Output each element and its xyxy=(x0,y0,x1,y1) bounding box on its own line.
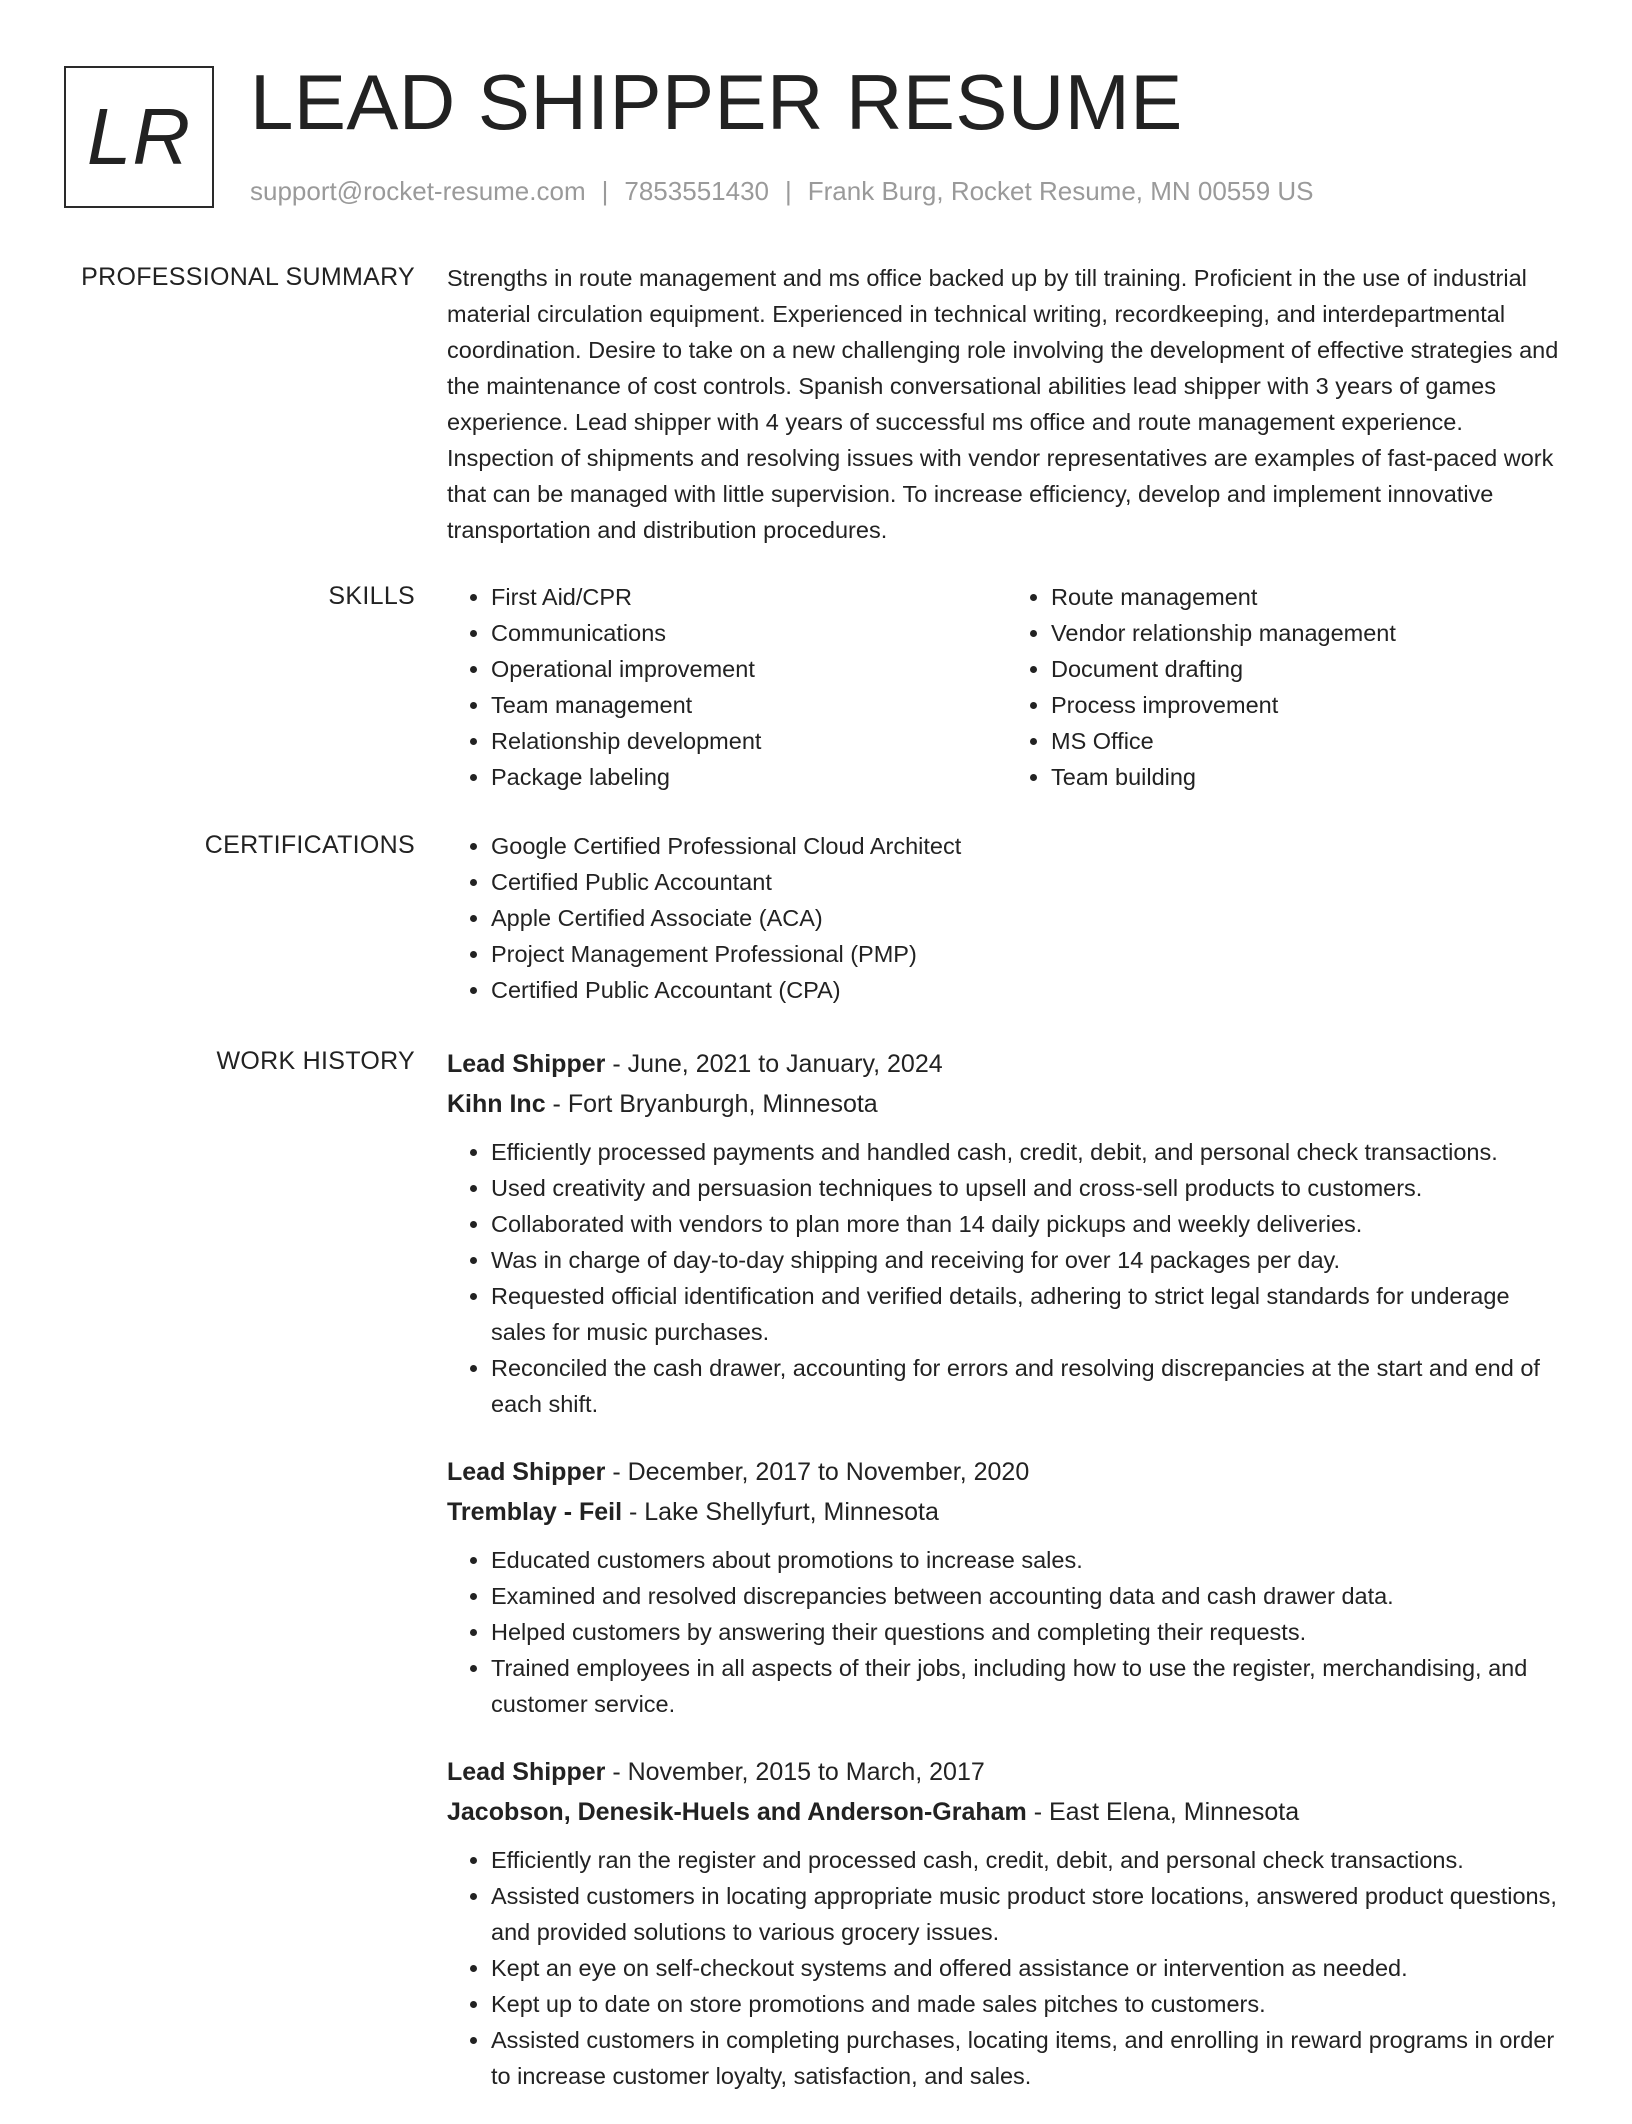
summary-text: Strengths in route management and ms office backed up by till training. Proficient in the use of industrial material circulation equipment. Experienced in technical writing, recordkeeping, and interdepartmental coordination. Desire to take on a new challenging role involving the development of effective strategies and the maintenance of cost controls. Spanish conversational abilities lead shipper with 3 years of games experience. Lead shipper with 4 years of successful ms office and route management experience. Inspection of shipments and resolving issues with vendor representatives are examples of fast-paced work that can be managed with little supervision. To increase efficiency, develop and implement innovative transportation and distribution procedures. xyxy=(447,265,1559,543)
contact-separator: | xyxy=(785,176,792,206)
job-title: Lead Shipper xyxy=(447,1458,606,1486)
job-location: - Lake Shellyfurt, Minnesota xyxy=(622,1498,939,1526)
job-bullet: • Efficiently ran the register and processed cash, credit, debit, and personal check transactions. xyxy=(491,1842,1567,1878)
job-bullet: • Helped customers by answering their questions and completing their requests. xyxy=(491,1614,1567,1650)
monogram-logo: LR xyxy=(64,66,214,208)
contact-line xyxy=(250,176,1314,206)
job-bullets xyxy=(447,1842,1567,2094)
skill-item: • Operational improvement xyxy=(491,651,1007,687)
certifications-list xyxy=(447,828,1567,1008)
contact-address: Frank Burg, Rocket Resume, MN 00559 US xyxy=(807,176,1314,206)
job-bullets xyxy=(447,1542,1567,1722)
job-bullet: • Kept an eye on self-checkout systems and offered assistance or intervention as needed. xyxy=(491,1950,1567,1986)
job-bullet: • Requested official identification and verified details, adhering to strict legal standards for underage sales for music purchases. xyxy=(491,1278,1567,1350)
contact-email[interactable]: support@rocket-resume.com xyxy=(250,176,586,206)
job-dates: - December, 2017 to November, 2020 xyxy=(605,1458,1030,1486)
job-title-line xyxy=(447,1452,1567,1492)
job-location: - East Elena, Minnesota xyxy=(1026,1798,1300,1826)
job-company: Kihn Inc xyxy=(447,1090,546,1118)
job-bullet: • Educated customers about promotions to increase sales. xyxy=(491,1542,1567,1578)
job-title-line xyxy=(447,1752,1567,1792)
job-company-line xyxy=(447,1084,1567,1124)
skill-item: • Process improvement xyxy=(1051,687,1567,723)
skills-heading: SKILLS xyxy=(328,582,415,610)
job-company: Jacobson, Denesik-Huels and Anderson-Graham xyxy=(447,1798,1027,1826)
skill-item: • MS Office xyxy=(1051,723,1567,759)
job-bullet: • Efficiently processed payments and handled cash, credit, debit, and personal check transactions. xyxy=(491,1134,1567,1170)
job-entry xyxy=(447,1452,1567,1722)
job-bullet: • Used creativity and persuasion techniques to upsell and cross-sell products to customers. xyxy=(491,1170,1567,1206)
skill-item: • First Aid/CPR xyxy=(491,579,1007,615)
skill-item: • Team management xyxy=(491,687,1007,723)
job-company: Tremblay - Feil xyxy=(447,1498,623,1526)
certification-item: • Google Certified Professional Cloud Architect xyxy=(491,828,1567,864)
job-title: Lead Shipper xyxy=(447,1758,606,1786)
certification-item: • Certified Public Accountant xyxy=(491,864,1567,900)
certification-item: • Certified Public Accountant (CPA) xyxy=(491,972,1567,1008)
job-bullet: • Collaborated with vendors to plan more than 14 daily pickups and weekly deliveries. xyxy=(491,1206,1567,1242)
skill-item: • Document drafting xyxy=(1051,651,1567,687)
certification-item: • Project Management Professional (PMP) xyxy=(491,936,1567,972)
job-title-line xyxy=(447,1044,1567,1084)
contact-separator: | xyxy=(601,176,609,206)
job-bullet: • Examined and resolved discrepancies between accounting data and cash drawer data. xyxy=(491,1578,1567,1614)
job-title: Lead Shipper xyxy=(447,1050,606,1078)
job-company-line xyxy=(447,1492,1567,1532)
work-history-heading: WORK HISTORY xyxy=(216,1047,415,1075)
certifications-heading: CERTIFICATIONS xyxy=(204,831,415,859)
job-bullet: • Reconciled the cash drawer, accounting for errors and resolving discrepancies at the start and end of each shift. xyxy=(491,1350,1567,1422)
summary-heading: PROFESSIONAL SUMMARY xyxy=(81,263,415,291)
job-bullet: • Trained employees in all aspects of their jobs, including how to use the register, merchandising, and customer service. xyxy=(491,1650,1567,1722)
job-bullet: • Kept up to date on store promotions and made sales pitches to customers. xyxy=(491,1986,1567,2022)
skills-list-left xyxy=(447,579,1007,795)
job-entry xyxy=(447,1044,1567,1422)
job-bullet: • Assisted customers in locating appropriate music product store locations, answered product questions, and provided solutions to various grocery issues. xyxy=(491,1878,1567,1950)
certification-item: • Apple Certified Associate (ACA) xyxy=(491,900,1567,936)
job-dates: - November, 2015 to March, 2017 xyxy=(605,1758,985,1786)
job-dates: - June, 2021 to January, 2024 xyxy=(605,1050,943,1078)
job-bullets xyxy=(447,1134,1567,1422)
job-location: - Fort Bryanburgh, Minnesota xyxy=(545,1090,878,1118)
job-bullet: • Was in charge of day-to-day shipping and receiving for over 14 packages per day. xyxy=(491,1242,1567,1278)
skill-item: • Route management xyxy=(1051,579,1567,615)
skill-item: • Team building xyxy=(1051,759,1567,795)
skill-item: • Package labeling xyxy=(491,759,1007,795)
contact-phone[interactable]: 7853551430 xyxy=(624,176,769,206)
resume-title: LEAD SHIPPER RESUME xyxy=(250,58,1183,146)
job-bullet: • Assisted customers in completing purchases, locating items, and enrolling in reward programs in order to increase customer loyalty, satisfaction, and sales. xyxy=(491,2022,1567,2094)
job-company-line xyxy=(447,1792,1567,1832)
skill-item: • Relationship development xyxy=(491,723,1007,759)
skill-item: • Vendor relationship management xyxy=(1051,615,1567,651)
skill-item: • Communications xyxy=(491,615,1007,651)
job-entry xyxy=(447,1752,1567,2094)
skills-list-right xyxy=(1007,579,1567,795)
